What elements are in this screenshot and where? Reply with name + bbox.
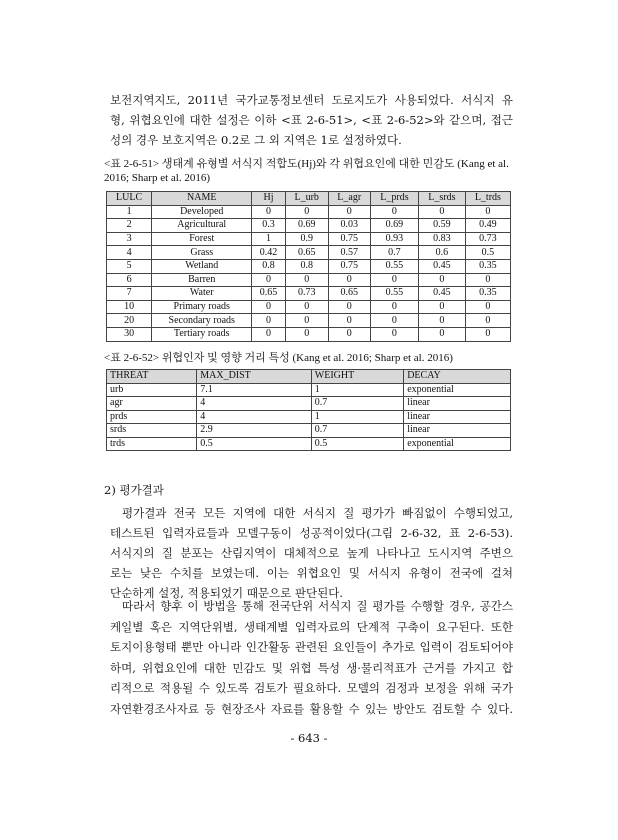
table-cell: 0 <box>370 300 418 314</box>
threat-table <box>106 369 511 451</box>
column-header: L_agr <box>328 192 370 206</box>
table-cell: 0.5 <box>197 437 312 451</box>
table-cell: 0.35 <box>465 259 510 273</box>
table-cell: 0 <box>328 300 370 314</box>
table-cell: 0.75 <box>328 259 370 273</box>
text-line: 서식지의 질 분포는 산림지역이 대체적으로 높게 나타나고 도시지역 주변으 <box>110 546 513 560</box>
table-cell: 4 <box>197 397 312 411</box>
table-cell: 0.8 <box>285 259 328 273</box>
table-cell: 0 <box>252 327 285 341</box>
table-cell: 4 <box>107 246 152 260</box>
table-cell: prds <box>107 410 197 424</box>
table-cell: 0.73 <box>465 232 510 246</box>
table-cell: exponential <box>404 437 511 451</box>
table-cell: 3 <box>107 232 152 246</box>
table-cell: 0 <box>419 300 466 314</box>
column-header: NAME <box>152 192 252 206</box>
table-cell: Developed <box>152 205 252 219</box>
table-row <box>107 410 511 424</box>
table-cell: 0 <box>465 205 510 219</box>
table-cell: 0.3 <box>252 219 285 233</box>
table-cell: 0.93 <box>370 232 418 246</box>
table-cell: 0.7 <box>370 246 418 260</box>
table-cell: 0.65 <box>328 287 370 301</box>
text-line: 따라서 향후 이 방법을 통해 전국단위 서식지 질 평가를 수행할 경우, 공간스 <box>122 599 513 613</box>
table-cell: 0.57 <box>328 246 370 260</box>
table-cell: 0.6 <box>419 246 466 260</box>
table-cell: 0 <box>465 327 510 341</box>
table-cell: 0 <box>419 205 466 219</box>
table-cell: 4 <box>197 410 312 424</box>
table-row <box>107 232 511 246</box>
table-cell: 0 <box>328 327 370 341</box>
table-cell: 0 <box>252 205 285 219</box>
table-cell: 0.45 <box>419 259 466 273</box>
text-line: 형, 위협요인에 대한 설정은 이하 <표 2-6-51>, <표 2-6-52>와 같으며, 접근 <box>110 113 513 127</box>
habitat-sensitivity-table <box>106 191 511 342</box>
table-cell: Water <box>152 287 252 301</box>
text-line: 보전지역지도, 2011년 국가교통정보센터 도로지도가 사용되었다. 서식지 유 <box>110 93 513 107</box>
table-cell: 1 <box>252 232 285 246</box>
table-row <box>107 314 511 328</box>
table-cell: 0 <box>370 327 418 341</box>
table-cell: 0.59 <box>419 219 466 233</box>
table-cell: 0 <box>419 327 466 341</box>
table-cell: 7 <box>107 287 152 301</box>
table-cell: 0.49 <box>465 219 510 233</box>
table-cell: Primary roads <box>152 300 252 314</box>
table-cell: agr <box>107 397 197 411</box>
table-cell: 0.69 <box>370 219 418 233</box>
table-cell: Agricultural <box>152 219 252 233</box>
table-cell: 1 <box>311 410 403 424</box>
table-cell: 0 <box>252 273 285 287</box>
table-cell: urb <box>107 383 197 397</box>
text-line: 리적으로 적용될 수 있도록 검토가 필요하다. 모델의 검정과 보정을 위해 국가 <box>110 681 513 696</box>
table-cell: 0 <box>465 314 510 328</box>
column-header: Hj <box>252 192 285 206</box>
column-header: THREAT <box>107 370 197 384</box>
table2-caption: <표 2-6-52> 위협인자 및 영향 거리 특성 (Kang et al. 2016; Sharp et al. 2016) <box>104 352 453 364</box>
table-cell: 0.55 <box>370 287 418 301</box>
text-line: 테스트된 입력자료들과 모델구동이 성공적이었다(그림 2-6-32, 표 2-6-53). <box>110 526 513 540</box>
table-cell: Grass <box>152 246 252 260</box>
table-row <box>107 397 511 411</box>
text-line: 자연환경조사자료 등 현장조사 자료를 활용할 수 있는 방안도 검토할 수 있다. <box>110 702 513 716</box>
table-row <box>107 219 511 233</box>
table-cell: Secondary roads <box>152 314 252 328</box>
column-header: L_srds <box>419 192 466 206</box>
table1-caption: <표 2-6-51> 생태계 유형별 서식지 적합도(Hj)와 각 위협요인에 대한 민감도 (Kang et al. 2016; Sharp et al. 2016) <box>104 158 509 184</box>
table-row <box>107 205 511 219</box>
table-cell: 0.65 <box>285 246 328 260</box>
table-row <box>107 246 511 260</box>
table-cell: 0.5 <box>465 246 510 260</box>
table-cell: 0.73 <box>285 287 328 301</box>
table-row <box>107 424 511 438</box>
table-row <box>107 383 511 397</box>
table-cell: 7.1 <box>197 383 312 397</box>
table-row <box>107 273 511 287</box>
table-cell: 0.7 <box>311 424 403 438</box>
text-line: 하며, 위협요인에 대한 민감도 및 위협 특성 생·물리적표가 근거를 가지고 합 <box>110 660 513 675</box>
column-header: L_prds <box>370 192 418 206</box>
table-cell: 0 <box>370 205 418 219</box>
table-cell: 30 <box>107 327 152 341</box>
table-cell: 0.7 <box>311 397 403 411</box>
section-title: 2) 평가결과 <box>104 483 164 497</box>
table-cell: 0 <box>419 273 466 287</box>
table-cell: 20 <box>107 314 152 328</box>
table-cell: 0 <box>370 273 418 287</box>
table-cell: 0.35 <box>465 287 510 301</box>
table-cell: linear <box>404 410 511 424</box>
table-cell: Forest <box>152 232 252 246</box>
table-cell: 0 <box>328 314 370 328</box>
table-cell: 0.83 <box>419 232 466 246</box>
table-cell: 5 <box>107 259 152 273</box>
table-cell: 1 <box>311 383 403 397</box>
table-cell: exponential <box>404 383 511 397</box>
table-cell: 0 <box>419 314 466 328</box>
table-cell: srds <box>107 424 197 438</box>
table-row <box>107 437 511 451</box>
table-cell: 0 <box>285 300 328 314</box>
column-header: LULC <box>107 192 152 206</box>
table-cell: Tertiary roads <box>152 327 252 341</box>
table-cell: 0 <box>252 314 285 328</box>
column-header: MAX_DIST <box>197 370 312 384</box>
table-cell: 0 <box>370 314 418 328</box>
table-cell: 0 <box>252 300 285 314</box>
table-cell: 0.42 <box>252 246 285 260</box>
column-header: WEIGHT <box>311 370 403 384</box>
table-cell: 0.55 <box>370 259 418 273</box>
table-row <box>107 287 511 301</box>
table-cell: 0.03 <box>328 219 370 233</box>
table-cell: 10 <box>107 300 152 314</box>
table-cell: 0.65 <box>252 287 285 301</box>
table-cell: 0.8 <box>252 259 285 273</box>
text-line: 로는 낮은 수치를 보였는데. 이는 위협요인 및 서식지 유형이 전국에 걸쳐 <box>110 566 513 580</box>
table-cell: linear <box>404 397 511 411</box>
table-cell: 6 <box>107 273 152 287</box>
table-cell: 0 <box>285 273 328 287</box>
table-cell: trds <box>107 437 197 451</box>
column-header: L_trds <box>465 192 510 206</box>
table-cell: 0.69 <box>285 219 328 233</box>
table-cell: linear <box>404 424 511 438</box>
table-cell: 0 <box>285 314 328 328</box>
table-cell: 0.5 <box>311 437 403 451</box>
text-line: 케일별 혹은 지역단위별, 생태계별 입력자료의 단계적 구축이 요구된다. 또한 <box>110 619 513 634</box>
table-cell: Barren <box>152 273 252 287</box>
table-cell: 2.9 <box>197 424 312 438</box>
table-cell: 0.9 <box>285 232 328 246</box>
table-cell: 1 <box>107 205 152 219</box>
table-cell: 0.75 <box>328 232 370 246</box>
table-row <box>107 259 511 273</box>
table-cell: 0 <box>465 300 510 314</box>
table-cell: Wetland <box>152 259 252 273</box>
table-cell: 0 <box>285 327 328 341</box>
text-line: 토지이용형태 뿐만 아니라 인간활동 관련된 요인들이 추가로 입력이 검토되어야 <box>110 640 513 655</box>
text-line: 평가결과 전국 모든 지역에 대한 서식지 질 평가가 빠짐없이 수행되었고, <box>122 506 513 520</box>
table-cell: 0 <box>328 273 370 287</box>
table-row <box>107 300 511 314</box>
page-number: - 643 - <box>290 731 328 745</box>
table-cell: 0 <box>465 273 510 287</box>
text-line: 성의 경우 보호지역은 0.2로 그 외 지역은 1로 설정하였다. <box>110 133 402 147</box>
table-cell: 2 <box>107 219 152 233</box>
table-cell: 0 <box>328 205 370 219</box>
table-cell: 0 <box>285 205 328 219</box>
column-header: L_urb <box>285 192 328 206</box>
column-header: DECAY <box>404 370 511 384</box>
table-row <box>107 327 511 341</box>
table-cell: 0.45 <box>419 287 466 301</box>
text-line: 단순하게 설정, 적용되었기 때문으로 판단된다. <box>110 586 344 600</box>
